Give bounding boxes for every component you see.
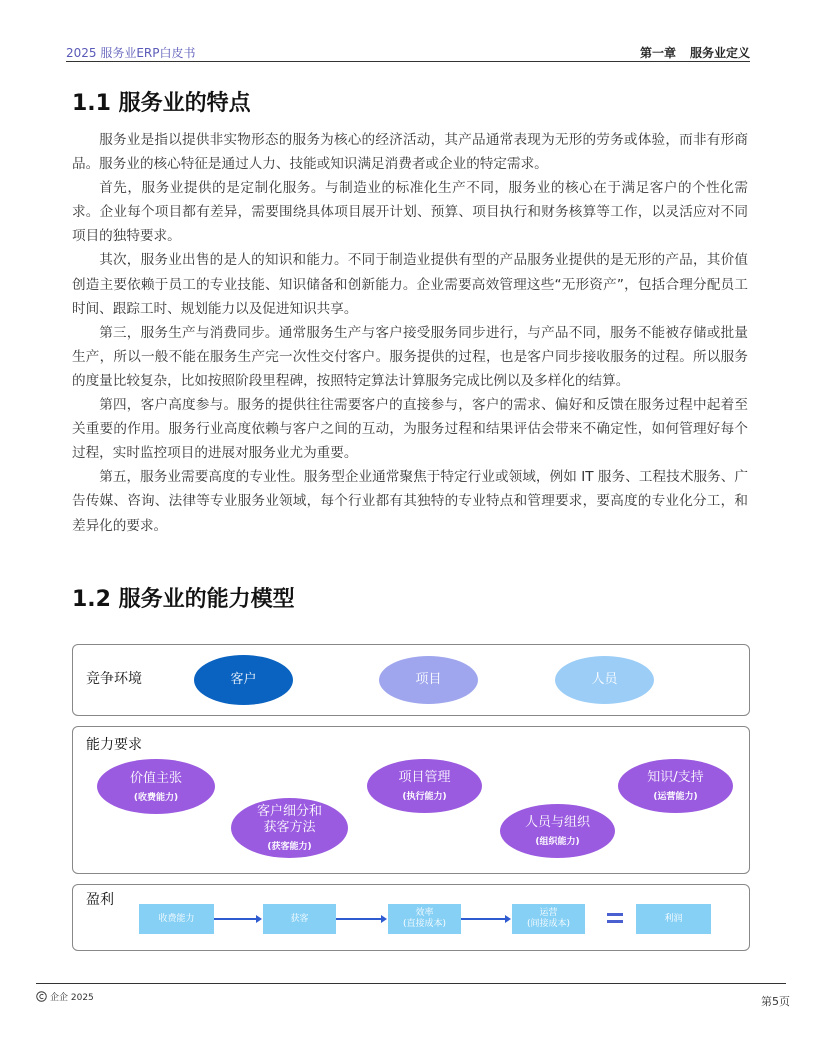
cap-name: 项目管理 bbox=[398, 770, 451, 785]
header-divider bbox=[66, 61, 750, 62]
flow-charging bbox=[139, 904, 214, 934]
cap-people-organization bbox=[500, 804, 615, 858]
paragraph: 第五，服务业需要高度的专业性。服务型企业通常聚焦于特定行业或领域，例如 IT 服务、工程技术服务、广告传媒、咨询、法律等专业服务业领域，每个行业都有其独特的专业特点和管理要求，要高度的专业化分工，和差异化的要求。 bbox=[72, 469, 748, 534]
flow-result: 利润 bbox=[664, 913, 683, 924]
profit-title: 盈利 bbox=[86, 892, 114, 908]
cap-title: 能力要求 bbox=[86, 737, 142, 753]
section-title-1-2: 1.2 服务业的能力模型 bbox=[72, 587, 295, 612]
chapter-number: 第一章 bbox=[639, 46, 676, 60]
flow-main: 效率 bbox=[415, 908, 434, 918]
footer-copyright bbox=[36, 990, 94, 1003]
env-staff bbox=[555, 656, 654, 704]
cap-sub: (执行能力) bbox=[402, 792, 447, 802]
flow-main: 获客 bbox=[290, 913, 309, 924]
env-customer-label: 客户 bbox=[230, 672, 257, 687]
cap-name: 价值主张 bbox=[129, 770, 182, 786]
flow-arrow bbox=[461, 918, 506, 920]
equals-icon bbox=[607, 913, 623, 923]
cap-name: 人员与组织 bbox=[524, 815, 590, 830]
chapter-title: 服务业定义 bbox=[689, 46, 750, 60]
flow-profit bbox=[636, 904, 711, 934]
flow-arrow bbox=[336, 918, 382, 920]
cap-knowledge-support bbox=[618, 759, 733, 813]
cap-customer-acquisition bbox=[231, 798, 348, 858]
header-right bbox=[626, 44, 750, 61]
body-text bbox=[72, 128, 748, 538]
paragraph: 首先，服务业提供的是定制化服务。与制造业的标准化生产不同，服务业的核心在于满足客户的个性化需求。企业每个项目都有差异，需要围绕具体项目展开计划、预算、项目执行和财务核算等工作，以灵活应对不同项目的独特要求。 bbox=[72, 180, 748, 245]
flow-main: 运营 bbox=[539, 908, 558, 918]
cap-name: 知识/支持 bbox=[647, 770, 704, 785]
flow-main: 收费能力 bbox=[158, 913, 195, 924]
flow-sub: (直接成本) bbox=[402, 919, 447, 929]
footer-divider bbox=[36, 983, 786, 984]
header-left: 2025 服务业ERP白皮书 bbox=[66, 46, 196, 60]
flow-sub: (间接成本) bbox=[526, 919, 571, 929]
paragraph: 服务业是指以提供非实物形态的服务为核心的经济活动，其产品通常表现为无形的劳务或体验，而非有形商品。服务业的核心特征是通过人力、技能或知识满足消费者或企业的特定需求。 bbox=[72, 132, 748, 173]
copyright-text: 企企 2025 bbox=[50, 993, 94, 1003]
flow-efficiency bbox=[388, 904, 461, 934]
cap-name: 客户细分和获客方法 bbox=[256, 804, 322, 835]
paragraph: 第四，客户高度参与。服务的提供往往需要客户的直接参与，客户的需求、偏好和反馈在服务过程中起着至关重要的作用。服务行业高度依赖与客户之间的互动，为服务过程和结果评估会带来不确定性，如何管理好每个过程，实时监控项目的进展对服务业尤为重要。 bbox=[72, 397, 748, 462]
cap-value-proposition bbox=[97, 759, 215, 814]
section-title-1-1: 1.1 服务业的特点 bbox=[72, 91, 251, 116]
flow-acquisition bbox=[263, 904, 336, 934]
cap-sub: (运营能力) bbox=[653, 792, 698, 802]
paragraph: 其次，服务业出售的是人的知识和能力。不同于制造业提供有型的产品服务业提供的是无形的产品，其价值创造主要依赖于员工的专业技能、知识储备和创新能力。企业需要高效管理这些“无形资产”，包括合理分配员工时间、跟踪工时、规划能力以及促进知识共享。 bbox=[72, 252, 748, 317]
env-title: 竞争环境 bbox=[86, 671, 142, 687]
cap-sub: (组织能力) bbox=[535, 837, 580, 847]
env-customer bbox=[194, 655, 293, 705]
cap-sub: (收费能力) bbox=[133, 792, 179, 803]
page-number: 第5页 bbox=[761, 995, 790, 1008]
paragraph: 第三，服务生产与消费同步。通常服务生产与客户接受服务同步进行，与产品不同，服务不能被存储或批量生产，所以一般不能在服务生产完一次性交付客户。服务提供的过程，也是客户同步接收服务的过程。所以服务的度量比较复杂，比如按照阶段里程碑，按照特定算法计算服务完成比例以及多样化的结算。 bbox=[72, 324, 748, 389]
cap-project-management bbox=[367, 759, 482, 813]
env-project-label: 项目 bbox=[415, 672, 442, 687]
flow-arrow bbox=[214, 918, 257, 920]
copyright-icon bbox=[36, 991, 47, 1002]
env-staff-label: 人员 bbox=[591, 672, 618, 687]
cap-sub: (获客能力) bbox=[267, 842, 312, 852]
flow-operations bbox=[512, 904, 585, 934]
env-project bbox=[379, 656, 478, 704]
